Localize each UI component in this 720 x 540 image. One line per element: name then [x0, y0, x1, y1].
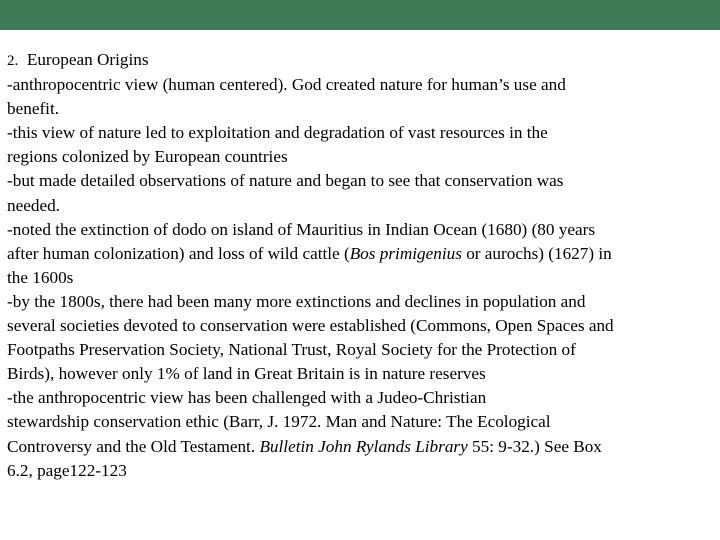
text-line — [7, 362, 717, 386]
slide-heading — [7, 48, 717, 73]
heading-number: 2. — [7, 53, 19, 69]
text-line — [7, 338, 717, 362]
text-line — [7, 97, 717, 121]
italic-text: Bulletin John Rylands Library — [259, 436, 468, 456]
text-run: benefit. — [7, 99, 60, 119]
text-line — [7, 290, 717, 314]
text-run: -anthropocentric view (human centered). God created nature for human’s use and — [7, 75, 566, 95]
text-run: Birds), however only 1% of land in Great Britain is in nature reserves — [7, 364, 486, 384]
slide-header-bar — [0, 0, 720, 30]
slide-body — [7, 48, 717, 483]
text-run: Footpaths Preservation Society, National Trust, Royal Society for the Protection of — [7, 340, 576, 360]
text-run: 6.2, page122-123 — [7, 460, 127, 480]
text-line — [7, 121, 717, 145]
text-run: -by the 1800s, there had been many more extinctions and declines in population and — [7, 291, 586, 311]
text-run: 55: 9-32.) See Box — [467, 436, 602, 456]
text-line — [7, 410, 717, 434]
text-run: stewardship conservation ethic (Barr, J. 1972. Man and Nature: The Ecological — [7, 412, 551, 432]
text-line — [7, 145, 717, 169]
italic-text: Bos primigenius — [349, 243, 462, 263]
text-line — [7, 73, 717, 97]
text-run: -the anthropocentric view has been challenged with a Judeo-Christian — [7, 388, 487, 408]
text-line — [7, 314, 717, 338]
text-line — [7, 218, 717, 242]
text-run: or aurochs) (1627) in — [461, 243, 612, 263]
text-line — [7, 242, 717, 266]
text-run: regions colonized by European countries — [7, 147, 288, 167]
text-run: -but made detailed observations of nature and began to see that conservation was — [7, 171, 564, 191]
heading-title: European Origins — [26, 50, 149, 69]
text-run: -this view of nature led to exploitation and degradation of vast resources in the — [7, 123, 548, 143]
text-run: Controversy and the Old Testament. — [7, 436, 260, 456]
text-line — [7, 459, 717, 483]
text-run: -noted the extinction of dodo on island of Mauritius in Indian Ocean (1680) (80 years — [7, 219, 596, 239]
text-run: after human colonization) and loss of wild cattle ( — [7, 243, 350, 263]
text-line — [7, 435, 717, 459]
text-line — [7, 194, 717, 218]
text-line — [7, 386, 717, 410]
text-run: several societies devoted to conservation were established (Commons, Open Spaces and — [7, 316, 614, 336]
text-run: needed. — [7, 195, 60, 215]
text-line — [7, 169, 717, 193]
text-line — [7, 266, 717, 290]
text-run: the 1600s — [7, 267, 74, 287]
